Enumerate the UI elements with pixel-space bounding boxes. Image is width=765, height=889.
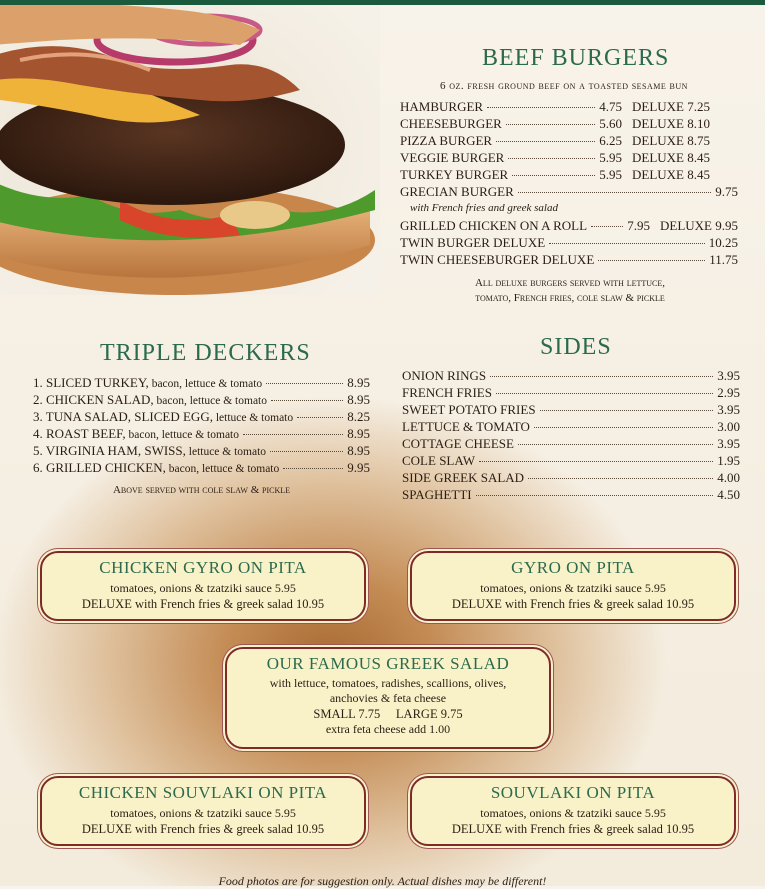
box-line: DELUXE with French fries & greek salad 10.95 bbox=[81, 822, 325, 836]
menu-item: 4. ROAST BEEF, bacon, lettuce & tomato 8.95 bbox=[33, 426, 370, 441]
menu-item: 6. GRILLED CHICKEN, bacon, lettuce & tomato 9.95 bbox=[33, 460, 370, 475]
menu-item: COTTAGE CHEESE 3.95 bbox=[402, 436, 740, 451]
box-line: extra feta cheese add 1.00 bbox=[325, 722, 451, 736]
menu-item: TWIN BURGER DELUXE 10.25 bbox=[400, 235, 738, 250]
burger-photo bbox=[0, 5, 380, 295]
burgers-footnote-line2: tomato, French fries, cole slaw & pickle bbox=[475, 292, 665, 304]
box-title: GYRO ON PITA bbox=[511, 558, 635, 577]
menu-item: PIZZA BURGER 6.25 DELUXE 8.75 bbox=[400, 133, 710, 148]
burgers-footnote bbox=[440, 276, 700, 306]
box-line: DELUXE with French fries & greek salad 10.95 bbox=[451, 822, 695, 836]
menu-item: SWEET POTATO FRIES 3.95 bbox=[402, 402, 740, 417]
menu-item: COLE SLAW 1.95 bbox=[402, 453, 740, 468]
box-title: SOUVLAKI ON PITA bbox=[490, 783, 656, 802]
menu-item: 1. SLICED TURKEY, bacon, lettuce & tomato 8.95 bbox=[33, 375, 370, 390]
menu-item: GRECIAN BURGER 9.75 bbox=[400, 184, 738, 199]
box-line: with lettuce, tomatoes, radishes, scallions, olives, bbox=[269, 676, 507, 690]
box-title: OUR FAMOUS GREEK SALAD bbox=[266, 654, 510, 673]
disclaimer: Food photos are for suggestion only. Actual dishes may be different! bbox=[218, 874, 547, 888]
menu-item: FRENCH FRIES 2.95 bbox=[402, 385, 740, 400]
souvlaki-box bbox=[410, 776, 736, 846]
box-line: tomatoes, onions & tzatziki sauce 5.95 bbox=[480, 581, 666, 595]
menu-item: CHEESEBURGER 5.60 DELUXE 8.10 bbox=[400, 116, 710, 131]
sides-title: SIDES bbox=[540, 334, 612, 360]
menu-item: ONION RINGS 3.95 bbox=[402, 368, 740, 383]
menu-item: GRILLED CHICKEN ON A ROLL 7.95 DELUXE 9.95 bbox=[400, 218, 738, 233]
box-line: DELUXE with French fries & greek salad 10.95 bbox=[81, 597, 325, 611]
chicken-gyro-box bbox=[40, 551, 366, 621]
box-title: CHICKEN GYRO ON PITA bbox=[99, 558, 307, 577]
menu-item: TWIN CHEESEBURGER DELUXE 11.75 bbox=[400, 252, 738, 267]
menu-item: TURKEY BURGER 5.95 DELUXE 8.45 bbox=[400, 167, 710, 182]
box-line: anchovies & feta cheese bbox=[329, 691, 447, 705]
menu-item: 2. CHICKEN SALAD, bacon, lettuce & tomato 8.95 bbox=[33, 392, 370, 407]
menu-item: 3. TUNA SALAD, SLICED EGG, lettuce & tomato 8.25 bbox=[33, 409, 370, 424]
menu-item: VEGGIE BURGER 5.95 DELUXE 8.45 bbox=[400, 150, 710, 165]
gyro-box bbox=[410, 551, 736, 621]
triple-deckers-title: TRIPLE DECKERS bbox=[100, 340, 311, 366]
menu-item: SIDE GREEK SALAD 4.00 bbox=[402, 470, 740, 485]
box-line: tomatoes, onions & tzatziki sauce 5.95 bbox=[110, 806, 296, 820]
box-line: tomatoes, onions & tzatziki sauce 5.95 bbox=[480, 806, 666, 820]
burgers-footnote-line1: All deluxe burgers served with lettuce, bbox=[474, 277, 665, 289]
box-line: DELUXE with French fries & greek salad 10.95 bbox=[451, 597, 695, 611]
beef-burgers-title: BEEF BURGERS bbox=[482, 45, 670, 71]
box-title: CHICKEN SOUVLAKI ON PITA bbox=[78, 783, 328, 802]
beef-burgers-subtitle: 6 oz. fresh ground beef on a toasted sesame bun bbox=[440, 80, 688, 92]
menu-item: SPAGHETTI 4.50 bbox=[402, 487, 740, 502]
grecian-note: with French fries and greek salad bbox=[410, 202, 558, 214]
box-line: tomatoes, onions & tzatziki sauce 5.95 bbox=[110, 581, 296, 595]
menu-item: 5. VIRGINIA HAM, SWISS, lettuce & tomato 8.95 bbox=[33, 443, 370, 458]
box-line: SMALL 7.75 LARGE 9.75 bbox=[313, 707, 463, 721]
menu-item: HAMBURGER 4.75 DELUXE 7.25 bbox=[400, 99, 710, 114]
greek-salad-box bbox=[225, 647, 551, 749]
chicken-souvlaki-box bbox=[40, 776, 366, 846]
menu-item: LETTUCE & TOMATO 3.00 bbox=[402, 419, 740, 434]
triple-deckers-footnote: Above served with cole slaw & pickle bbox=[112, 484, 291, 496]
